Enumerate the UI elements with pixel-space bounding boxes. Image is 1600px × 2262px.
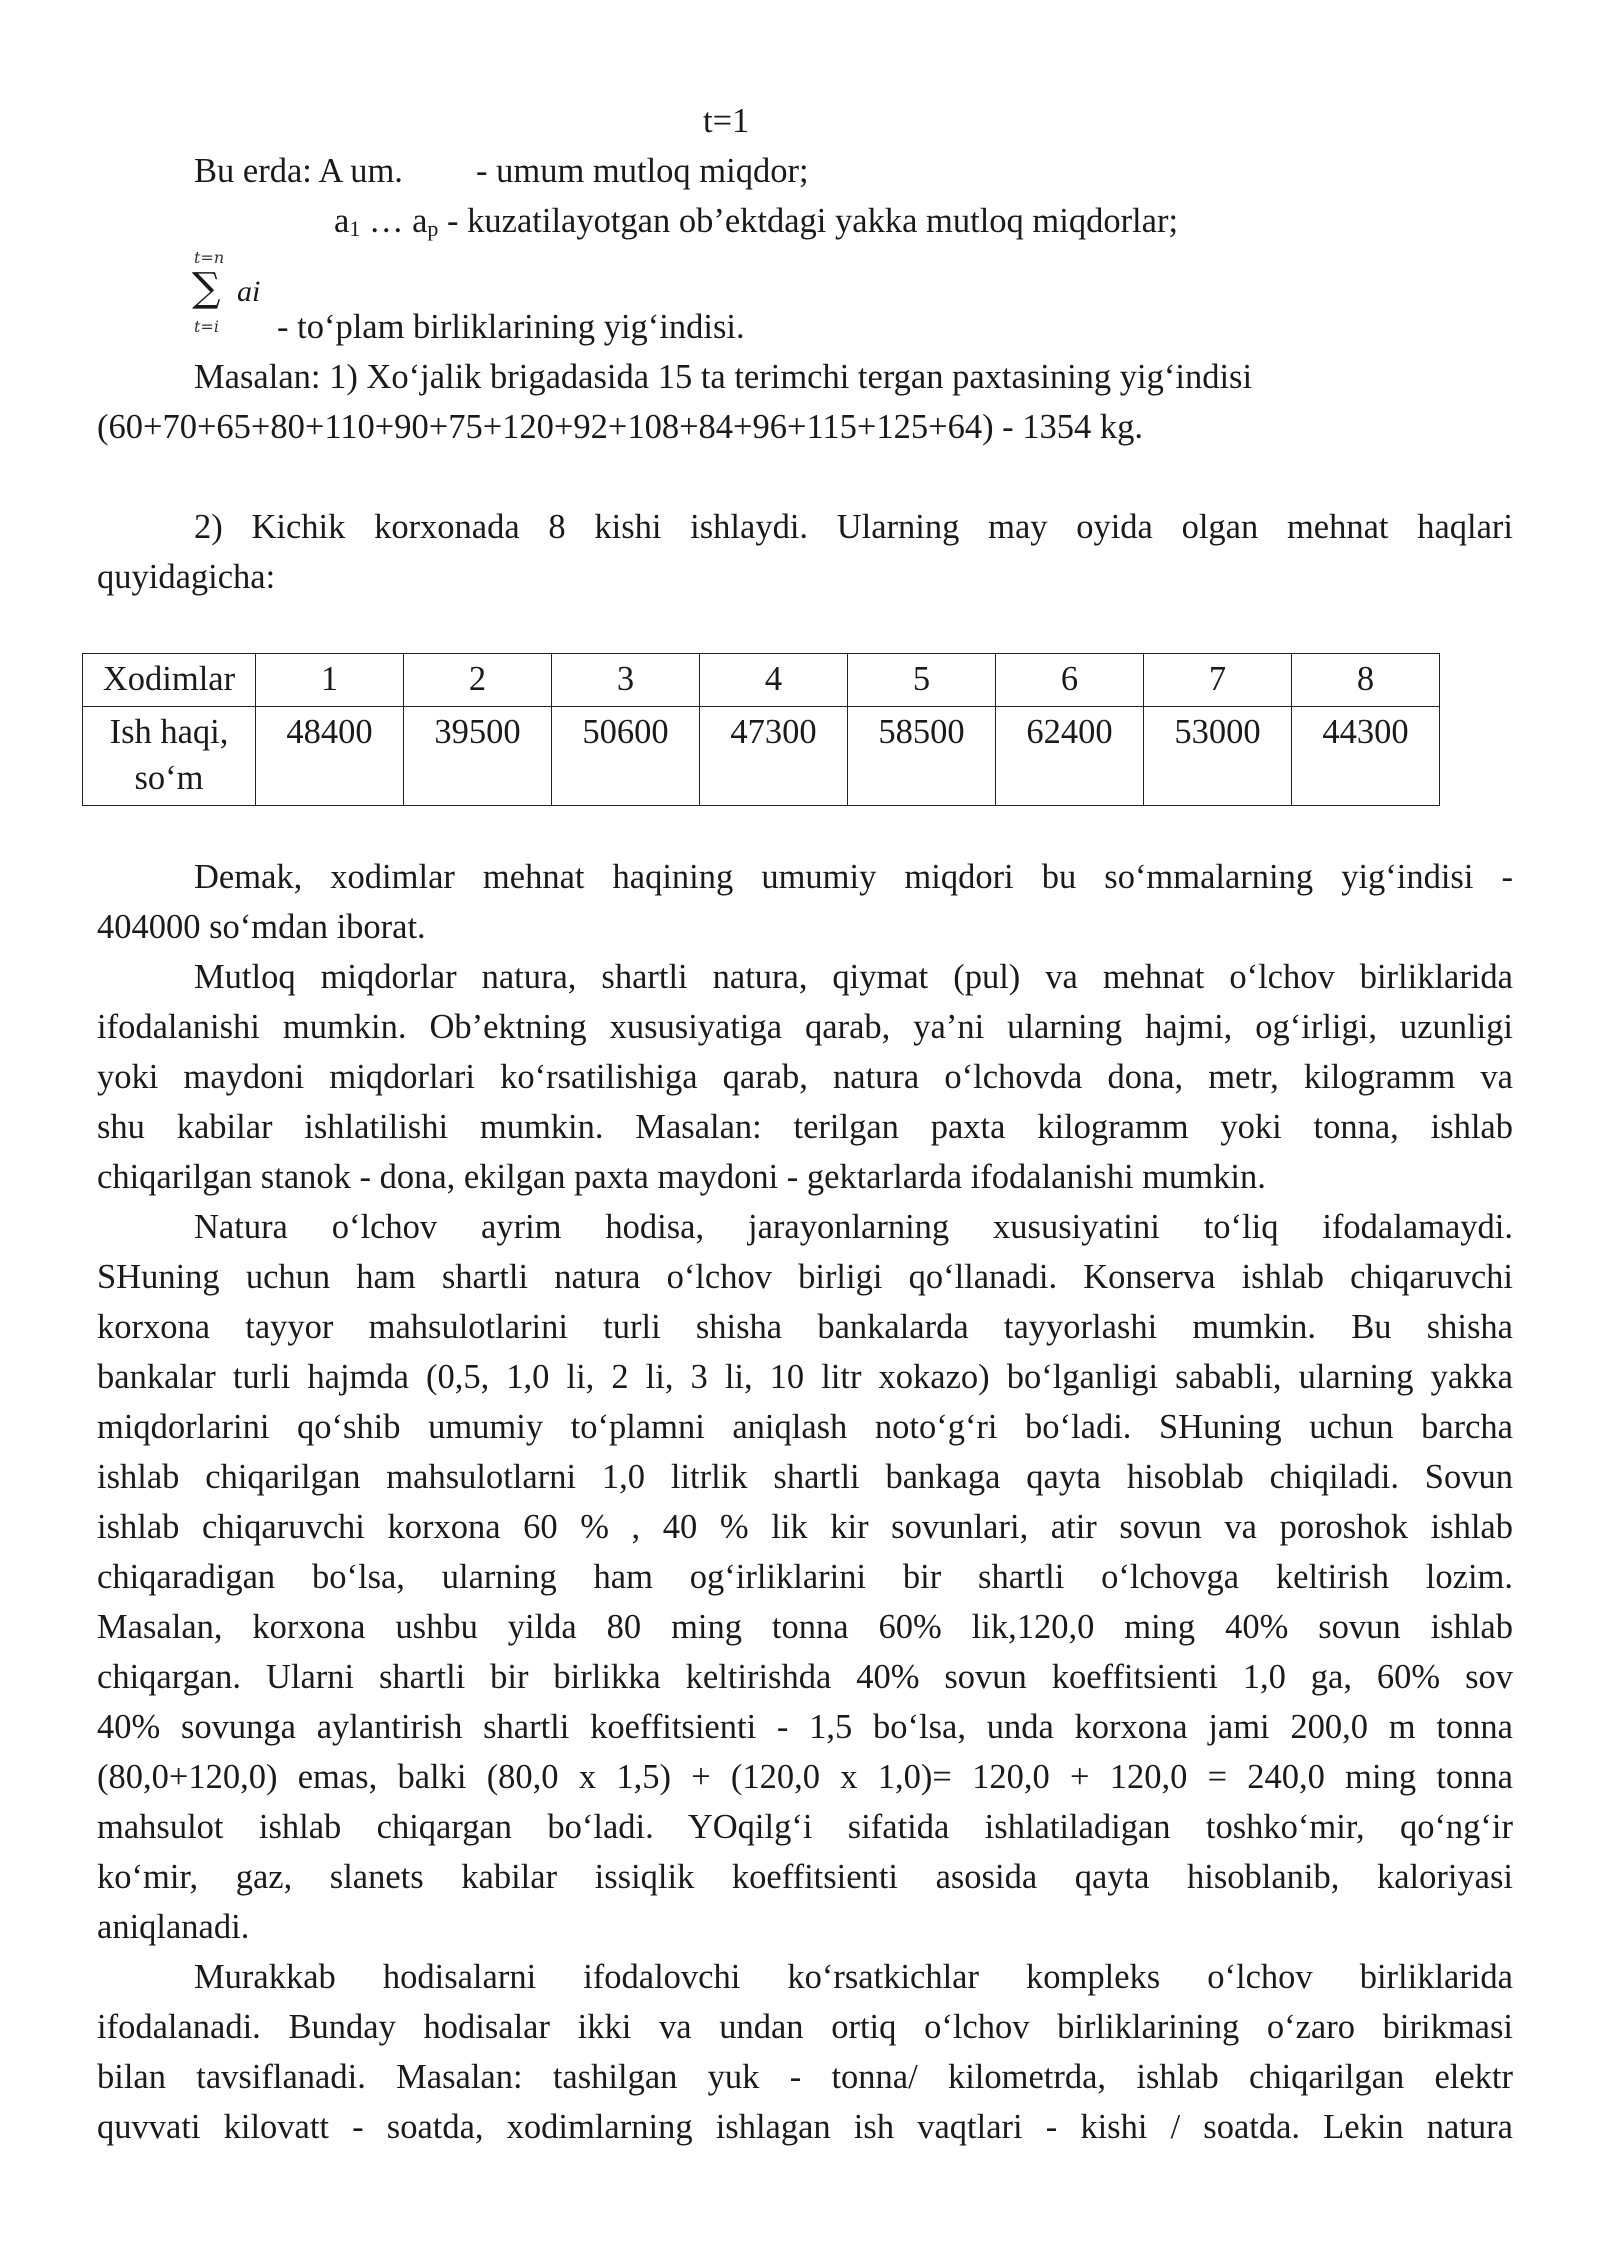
definition-text: - umum mutloq miqdor; [476, 152, 809, 190]
table-cell: 50600 [552, 707, 700, 806]
paragraph-line: Natura o‘lchov ayrim hodisa, jarayonlarning xususiyatini to‘liq ifodalamaydi. [194, 1208, 1513, 1246]
example2-line2: quyidagicha: [97, 558, 276, 596]
table-row-label [83, 707, 256, 806]
paragraph-line: chiqargan. Ularni shartli bir birlikka keltirishda 40% sovun koeffitsienti 1,0 ga, 60% sov [97, 1658, 1513, 1696]
wages-table [82, 653, 1440, 806]
table-header-cell: 5 [848, 654, 996, 707]
table-cell: 44300 [1292, 707, 1440, 806]
table-cell: 39500 [404, 707, 552, 806]
definition-individual-values [334, 196, 1178, 254]
definition-label: Bu erda: A um. [194, 152, 403, 190]
sum-upper-limit: t=n [194, 248, 225, 267]
table-cell: 58500 [848, 707, 996, 806]
paragraph-line: miqdorlarini qo‘shib umumiy to‘plamni aniqlash noto‘g‘ri bo‘ladi. SHuning uchun barcha [97, 1408, 1513, 1446]
paragraph-line: quvvati kilovatt - soatda, xodimlarning ishlagan ish vaqtlari - kishi / soatda. Lekin natura [97, 2108, 1513, 2146]
table-header-label: Xodimlar [83, 654, 256, 707]
paragraph-line: SHuning uchun ham shartli natura o‘lchov birligi qo‘llanadi. Konserva ishlab chiqaruvchi [97, 1258, 1513, 1296]
table-header-cell: 3 [552, 654, 700, 707]
paragraph-line: ko‘mir, gaz, slanets kabilar issiqlik koeffitsienti asosida qayta hisoblanib, kaloriyasi [97, 1858, 1513, 1896]
table-cell: 48400 [256, 707, 404, 806]
paragraph-line: bankalar turli hajmda (0,5, 1,0 li, 2 li, 3 li, 10 litr xokazo) bo‘lganligi sababli, ularning yakka [97, 1358, 1513, 1396]
table-header-cell: 1 [256, 654, 404, 707]
paragraph-line: (80,0+120,0) emas, balki (80,0 x 1,5) + (120,0 x 1,0)= 120,0 + 120,0 = 240,0 ming tonna [97, 1758, 1513, 1796]
sigma-symbol: ∑ [192, 265, 221, 311]
table-cell: 47300 [700, 707, 848, 806]
sum-variable: ai [237, 275, 261, 308]
row-label-line2: so‘m [134, 759, 204, 797]
definition-sum-text: - to‘plam birliklarining yig‘indisi. [277, 308, 745, 346]
symbol-a1: a [334, 202, 350, 240]
formula-top-fragment: t=1 [703, 102, 750, 140]
table-row [83, 707, 1440, 806]
example2-line1: 2) Kichik korxonada 8 kishi ishlaydi. Ularning may oyida olgan mehnat haqlari [194, 508, 1513, 546]
paragraph-line: chiqarilgan stanok - dona, ekilgan paxta maydoni - gektarlarda ifodalanishi mumkin. [97, 1158, 1266, 1196]
paragraph-line: shu kabilar ishlatilishi mumkin. Masalan: terilgan paxta kilogramm yoki tonna, ishlab [97, 1108, 1513, 1146]
subscript-p: p [427, 216, 439, 241]
table-header-cell: 7 [1144, 654, 1292, 707]
paragraph-line: aniqlanadi. [97, 1908, 250, 1946]
paragraph-line: Mutloq miqdorlar natura, shartli natura, qiymat (pul) va mehnat o‘lchov birliklarida [194, 958, 1513, 996]
definition-individual-text: - kuzatilayotgan ob’ektdagi yakka mutloq miqdorlar; [438, 202, 1179, 240]
paragraph-line: bilan tavsiflanadi. Masalan: tashilgan yuk - tonna/ kilometrda, ishlab chiqarilgan elektr [97, 2058, 1513, 2096]
table-cell: 62400 [996, 707, 1144, 806]
table-cell: 53000 [1144, 707, 1292, 806]
paragraph-line: Masalan, korxona ushbu yilda 80 ming tonna 60% lik,120,0 ming 40% sovun ishlab [97, 1608, 1513, 1646]
paragraph-line: 40% sovunga aylantirish shartli koeffitsienti - 1,5 bo‘lsa, unda korxona jami 200,0 m tonna [97, 1708, 1513, 1746]
sum-lower-limit: t=i [194, 317, 219, 336]
row-label-line1: Ish haqi, [109, 713, 229, 751]
table-header-cell: 2 [404, 654, 552, 707]
paragraph-line: korxona tayyor mahsulotlarini turli shisha bankalarda tayyorlashi mumkin. Bu shisha [97, 1308, 1513, 1346]
paragraph-line: ifodalanishi mumkin. Ob’ektning xususiyatiga qarab, ya’ni ularning hajmi, og‘irligi, uzunligi [97, 1008, 1513, 1046]
table-header-cell: 6 [996, 654, 1144, 707]
paragraph-line: ishlab chiqarilgan mahsulotlarni 1,0 litrlik shartli bankaga qayta hisoblab chiqiladi. Sovun [97, 1458, 1513, 1496]
paragraph-line: ifodalanadi. Bunday hodisalar ikki va undan ortiq o‘lchov birliklarining o‘zaro birikmasi [97, 2008, 1513, 2046]
table-header-cell: 4 [700, 654, 848, 707]
paragraph-line: Demak, xodimlar mehnat haqining umumiy miqdori bu so‘mmalarning yig‘indisi - [194, 858, 1513, 896]
paragraph-line: ishlab chiqaruvchi korxona 60 % , 40 % lik kir sovunlari, atir sovun va poroshok ishlab [97, 1508, 1513, 1546]
paragraph-line: mahsulot ishlab chiqargan bo‘ladi. YOqilg‘i sifatida ishlatiladigan toshko‘mir, qo‘ng‘ir [97, 1808, 1513, 1846]
example1-line2: (60+70+65+80+110+90+75+120+92+108+84+96+115+125+64) - 1354 kg. [97, 408, 1144, 446]
paragraph-line: yoki maydoni miqdorlari ko‘rsatilishiga qarab, natura o‘lchovda dona, metr, kilogramm va [97, 1058, 1513, 1096]
table-header-row [83, 654, 1440, 707]
paragraph-line: chiqaradigan bo‘lsa, ularning ham og‘irliklarini bir shartli o‘lchovga keltirish lozim. [97, 1558, 1513, 1596]
table-header-cell: 8 [1292, 654, 1440, 707]
paragraph-line: 404000 so‘mdan iborat. [97, 908, 426, 946]
paragraph-line: Murakkab hodisalarni ifodalovchi ko‘rsatkichlar kompleks o‘lchov birliklarida [194, 1958, 1513, 1996]
symbol-dots-ap: … a [360, 202, 428, 240]
subscript-1: 1 [349, 216, 361, 241]
example1-line1: Masalan: 1) Xo‘jalik brigadasida 15 ta terimchi tergan paxtasining yig‘indisi [194, 358, 1253, 396]
